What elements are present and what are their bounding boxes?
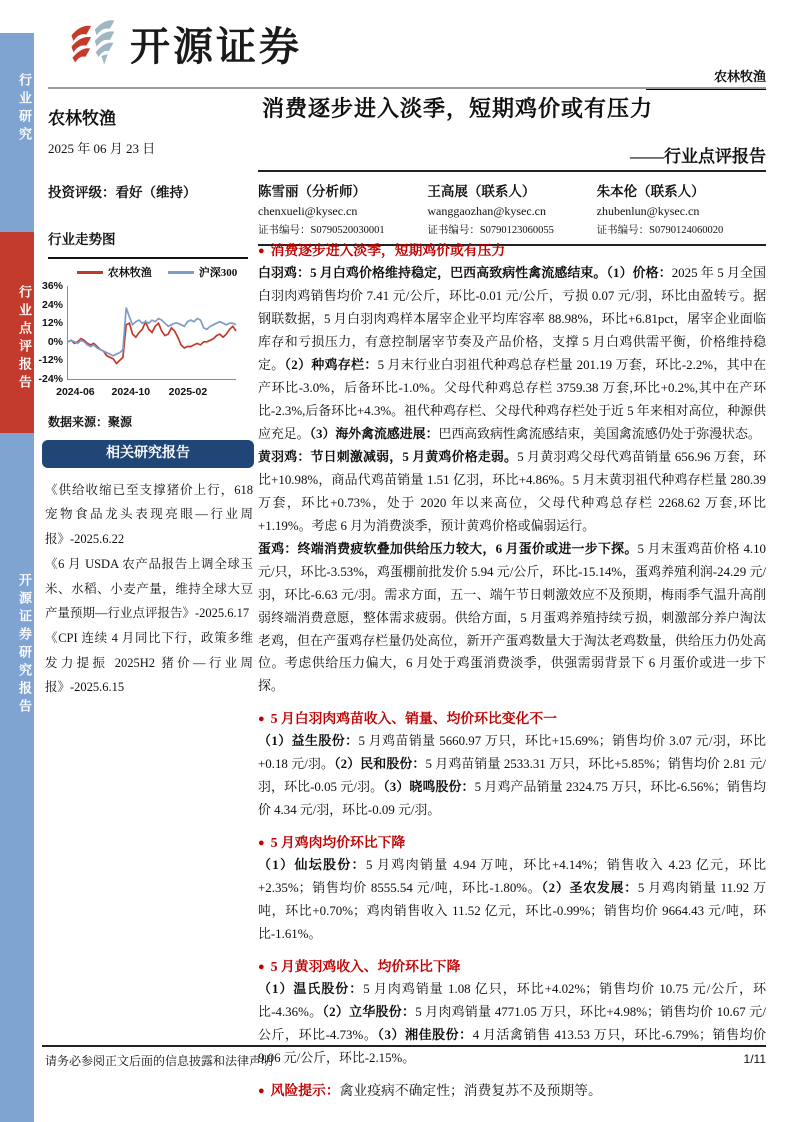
y-axis-tick: 36%	[41, 280, 63, 292]
section-paragraph: 白羽鸡：5 月白鸡价格维持稳定，巴西高致病性禽流感结束。（1）价格：2025 年 5 月全国白羽肉鸡销售均价 7.41 元/公斤，环比-0.01 元/公斤，亏损 0.07 元/羽，环比由盈转亏。据钢联数据，5 月白羽肉鸡样本屠宰企业平均库容率 88.98%，环比+6.81pct，屠宰企业面临库存和亏损压力，有意控制屠宰节奏及产品价格，支撑 5 月白鸡供需平衡，价格维持稳定。（2）种鸡存栏：5 月末行业白羽祖代种鸡总存栏量 201.19 万套，环比-2.2%，其中在产环比-3.0%，后备环比-1.0%。父母代种鸡总存栏 3759.38 万套,环比+0.2%,其中在产环比-2.3%,后备环比+4.3%。祖代种鸡存栏、父母代种鸡存栏处于近 5 年来相对高位，种源供应充足。（3）海外禽流感进展：巴西高致病性禽流感结束，美国禽流感仍处于弥漫状态。	[258, 266, 766, 441]
section-paragraph: （1）仙坛股份：5 月鸡肉销量 4.94 万吨，环比+4.14%；销售收入 4.23 亿元，环比+2.35%；销售均价 8555.54 元/吨，环比-1.80%。（2）圣农发展：5 月鸡肉销量 11.92 万吨，环比+0.70%；鸡肉销售收入 11.52 亿元，环比-0.99%；销售均价 9664.43 元/吨，环比-1.61%。	[258, 858, 767, 942]
brand-logo	[64, 14, 302, 73]
bullet-icon: ●	[258, 713, 265, 726]
section-paragraph: （1）益生股份：5 月鸡苗销量 5660.97 万只，环比+15.69%；销售均价 3.07 元/羽，环比+0.18 元/羽。（2）民和股份：5 月鸡苗销量 2533.31 万只，环比+5.85%；销售均价 2.81 元/羽，环比-0.05 元/羽。（3）晓鸣股份：5 月鸡产品销量 2324.75 万只，环比-6.56%；销售均价 4.34 元/羽，环比-0.09 元/羽。	[258, 734, 767, 818]
legend-item-沪深300	[168, 264, 238, 280]
section-paragraph: 黄羽鸡：节日刺激减弱，5 月黄鸡价格走弱。5 月黄羽鸡父母代鸡苗销量 656.96 万套，环比+10.98%，商品代鸡苗销量 1.51 亿羽，环比+4.86%。5 月末黄羽祖代种鸡存栏量 280.39 万套，环比+0.73%，处于 2020 年以来高位，父母代种鸡总存栏 2268.62 万套,环比+1.19%。考虑 6 月为消费淡季，预计黄鸡价格或偏弱运行。	[258, 449, 767, 533]
section-paragraph: 蛋鸡：终端消费疲软叠加供给压力较大，6 月蛋价或进一步下探。5 月末蛋鸡苗价格 4.10 元/只，环比-3.53%，鸡蛋棚前批发价 5.94 元/公斤，环比-15.14%，蛋鸡养殖利润-24.29 元/羽，环比-6.63 元/羽。需求方面，五一、端午节日刺激效应不及预期，梅雨季气温升高削弱终端消费意愿，整体需求疲弱。供给方面，5 月蛋鸡养殖持续亏损，刺激部分养户淘汰老鸡，但在产蛋鸡存栏量仍处高位，新开产蛋鸡数量大于淘汰老鸡数量，供给压力仍处高位。考虑供给压力偏大，6 月处于鸡蛋消费淡季，供强需弱背景下 6 月蛋价或进一步下探。	[258, 541, 767, 694]
x-axis-tick: 2025-02	[168, 386, 208, 398]
page-number: 1/11	[743, 1052, 766, 1066]
industry-name: 农林牧渔	[48, 109, 116, 128]
industry-trend-chart	[33, 264, 251, 414]
sidebar-label-industry-comment-report: 行业点评报告	[17, 285, 32, 393]
bullet-icon: ●	[258, 961, 265, 974]
legend-label: 农林牧渔	[107, 267, 152, 279]
chart-source: 数据来源：聚源	[48, 415, 133, 429]
chart-plot-area	[67, 286, 236, 380]
section-header: ● 5 月黄羽鸡收入、均价环比下降	[258, 959, 461, 975]
analyst-email: chenxueli@kysec.cn	[258, 204, 358, 218]
analyst-cert-number: 证书编号：S0790520030001	[258, 225, 385, 236]
brand-name: 开源证券	[130, 25, 302, 69]
y-axis-tick: -24%	[38, 373, 63, 385]
legend-swatch	[168, 271, 194, 274]
y-axis-tick: -12%	[38, 354, 63, 367]
analyst-block	[258, 170, 766, 246]
related-reports-list	[45, 478, 253, 700]
footer-divider	[42, 1045, 766, 1047]
bullet-icon: ●	[258, 837, 265, 850]
report-subtitle: ——行业点评报告	[630, 147, 766, 166]
legend-item-农林牧渔	[77, 264, 152, 280]
section-paragraph: （1）温氏股份：5 月肉鸡销量 1.08 亿只，环比+4.02%；销售均价 10.75 元/公斤，环比-4.36%。（2）立华股份：5 月肉鸡销量 4771.05 万只，环比+4.98%；销售均价 10.67 元/公斤，环比-4.73%。（3）湘佳股份：4 月活禽销售 413.53 万只，环比-6.79%；销售均价 9.06 元/公斤，环比-2.15%。	[258, 982, 767, 1066]
analyst-cert-number: 证书编号：S0790124060020	[596, 225, 724, 236]
trend-chart-title: 行业走势图	[48, 232, 116, 247]
related-report-item: 《CPI 连续 4 月同比下行，政策多维发力提振 2025H2 猪价—行业周报》-2025.6.15	[45, 631, 253, 694]
legend-swatch	[77, 271, 103, 274]
sidebar-strip	[0, 33, 34, 1122]
x-axis-tick: 2024-10	[111, 386, 151, 398]
footer-disclaimer: 请务必参阅正文后面的信息披露和法律声明	[45, 1054, 274, 1068]
sidebar-label-kysec-research-report: 开源证券研究报告	[17, 573, 32, 717]
analyst-email: wanggaozhan@kysec.cn	[427, 204, 546, 218]
trend-lines	[68, 286, 236, 379]
y-axis-tick: 12%	[41, 317, 63, 330]
section-header: ● 消费逐步进入淡季，短期鸡价或有压力	[258, 243, 506, 258]
analyst-name: 陈雪丽（分析师）	[258, 184, 366, 199]
analyst-email: zhubenlun@kysec.cn	[596, 204, 700, 218]
y-axis-tick: 0%	[47, 335, 63, 348]
section-header: ● 风险提示：禽业疫病不确定性；消费复苏不及预期等。	[258, 1083, 602, 1099]
analyst-card	[597, 180, 766, 237]
header-divider	[48, 87, 766, 89]
analyst-card	[258, 180, 427, 237]
analyst-cert-number: 证书编号：S0790123060055	[427, 225, 554, 236]
y-axis-tick: 24%	[41, 298, 63, 311]
legend-label: 沪深300	[198, 267, 238, 279]
bullet-icon: ●	[258, 245, 265, 257]
brand-logo-icon	[64, 14, 120, 73]
x-axis-tick: 2024-06	[56, 386, 95, 398]
investment-rating: 投资评级：看好（维持）	[48, 185, 197, 200]
related-report-item: 《6 月 USDA 农产品报告上调全球玉米、水稻、小麦产量，维持全球大豆产量预期—行业点评报告》-2025.6.17	[45, 557, 253, 620]
header-category-label: 农林牧渔	[646, 66, 766, 90]
analyst-card	[427, 180, 596, 237]
series-line-农林牧渔	[68, 322, 236, 364]
analyst-name: 王高展（联系人）	[427, 184, 536, 199]
report-date: 2025 年 06 月 23 日	[48, 141, 156, 156]
bullet-icon: ●	[258, 1085, 265, 1098]
analyst-name: 朱本伦（联系人）	[596, 184, 705, 199]
section-header: ● 5 月白羽肉鸡苗收入、销量、均价环比变化不一	[258, 711, 557, 727]
related-reports-header: 相关研究报告	[42, 440, 254, 468]
trend-title-underline	[48, 257, 248, 259]
section-header: ● 5 月鸡肉均价环比下降	[258, 835, 406, 851]
report-title: 消费逐步进入淡季，短期鸡价或有压力	[262, 96, 654, 121]
chart-legend	[63, 264, 251, 280]
related-report-item: 《供给收缩已至支撑猪价上行，618 宠物食品龙头表现亮眼—行业周报》-2025.6.22	[45, 483, 253, 546]
sidebar-label-industry-research: 行业研究	[17, 73, 32, 145]
report-body	[258, 236, 766, 1102]
